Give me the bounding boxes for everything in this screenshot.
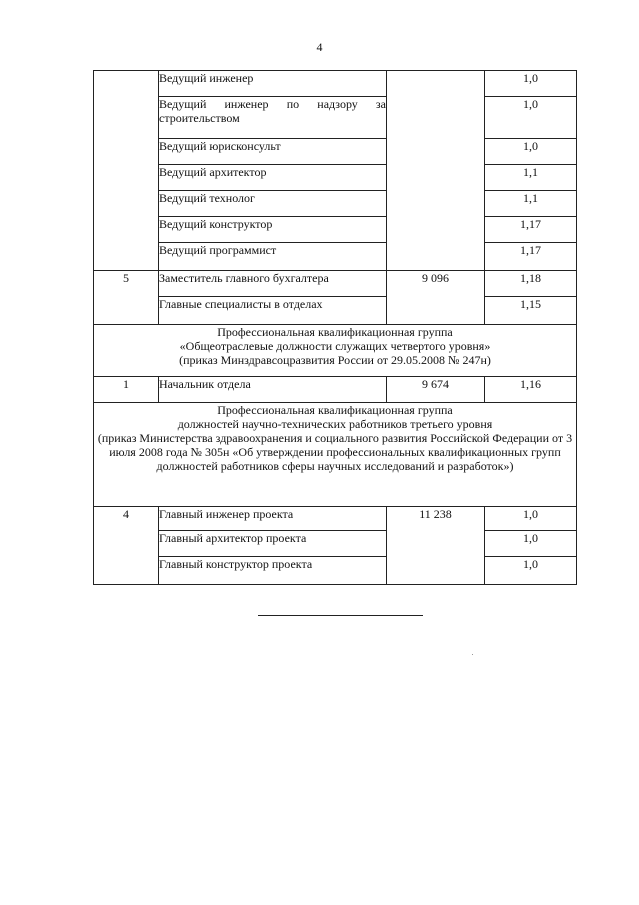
separator-line bbox=[258, 615, 423, 616]
position-cell: Ведущий архитектор bbox=[159, 165, 387, 191]
table-row bbox=[94, 191, 577, 217]
table-row bbox=[94, 97, 577, 139]
salary-cell: 9 096 bbox=[387, 271, 485, 325]
table-row bbox=[94, 531, 577, 557]
position-cell: Ведущий инженер bbox=[159, 71, 387, 97]
position-cell: Ведущий юрисконсульт bbox=[159, 139, 387, 165]
group-header-row bbox=[94, 403, 577, 507]
position-cell: Начальник отдела bbox=[159, 377, 387, 403]
table-row bbox=[94, 557, 577, 585]
num-cell: 1 bbox=[94, 377, 159, 403]
salary-table bbox=[93, 70, 577, 585]
position-cell: Главный конструктор проекта bbox=[159, 557, 387, 585]
coef-cell: 1,0 bbox=[485, 557, 577, 585]
coef-cell: 1,15 bbox=[485, 297, 577, 325]
table-row bbox=[94, 243, 577, 271]
num-cell: 4 bbox=[94, 507, 159, 585]
page-number: 4 bbox=[316, 40, 323, 54]
position-cell: Ведущий инженер по надзору за строительством bbox=[159, 97, 387, 139]
position-cell: Главный архитектор проекта bbox=[159, 531, 387, 557]
table-row bbox=[94, 377, 577, 403]
position-cell: Заместитель главного бухгалтера bbox=[159, 271, 387, 297]
coef-cell: 1,1 bbox=[485, 165, 577, 191]
group-header-line: должностей научно-технических работников третьего уровня bbox=[177, 417, 493, 431]
salary-cell bbox=[387, 71, 485, 271]
coef-cell: 1,17 bbox=[485, 217, 577, 243]
group-header-row bbox=[94, 325, 577, 377]
table-row bbox=[94, 507, 577, 531]
position-cell: Ведущий программист bbox=[159, 243, 387, 271]
coef-cell: 1,0 bbox=[485, 531, 577, 557]
group-header-line: (приказ Министерства здравоохранения и социального развития Российской Федерации от 3 июля 2008 года № 305н «Об утверждении профессиональных квалификационных групп должностей работников сферы научных исследований и разработок») bbox=[97, 431, 573, 473]
salary-cell: 11 238 bbox=[387, 507, 485, 585]
position-cell: Главный инженер проекта bbox=[159, 507, 387, 531]
group-header bbox=[94, 325, 577, 377]
position-cell: Ведущий технолог bbox=[159, 191, 387, 217]
coef-cell: 1,0 bbox=[485, 71, 577, 97]
num-cell: 5 bbox=[94, 271, 159, 325]
group-header-line: Профессиональная квалификационная группа bbox=[217, 325, 453, 339]
coef-cell: 1,16 bbox=[485, 377, 577, 403]
table-row bbox=[94, 71, 577, 97]
salary-cell: 9 674 bbox=[387, 377, 485, 403]
coef-cell: 1,0 bbox=[485, 507, 577, 531]
position-cell: Ведущий конструктор bbox=[159, 217, 387, 243]
table-row bbox=[94, 297, 577, 325]
coef-cell: 1,17 bbox=[485, 243, 577, 271]
group-header-line: (приказ Минздравсоцразвития России от 29.05.2008 № 247н) bbox=[179, 353, 491, 367]
table-row bbox=[94, 165, 577, 191]
position-cell: Главные специалисты в отделах bbox=[159, 297, 387, 325]
coef-cell: 1,0 bbox=[485, 139, 577, 165]
scan-speck bbox=[472, 654, 473, 655]
group-header-line: Профессиональная квалификационная группа bbox=[217, 403, 453, 417]
coef-cell: 1,18 bbox=[485, 271, 577, 297]
num-cell bbox=[94, 71, 159, 271]
coef-cell: 1,0 bbox=[485, 97, 577, 139]
coef-cell: 1,1 bbox=[485, 191, 577, 217]
table-row bbox=[94, 217, 577, 243]
table-row bbox=[94, 271, 577, 297]
group-header bbox=[94, 403, 577, 507]
table-row bbox=[94, 139, 577, 165]
group-header-line: «Общеотраслевые должности служащих четвертого уровня» bbox=[179, 339, 491, 353]
